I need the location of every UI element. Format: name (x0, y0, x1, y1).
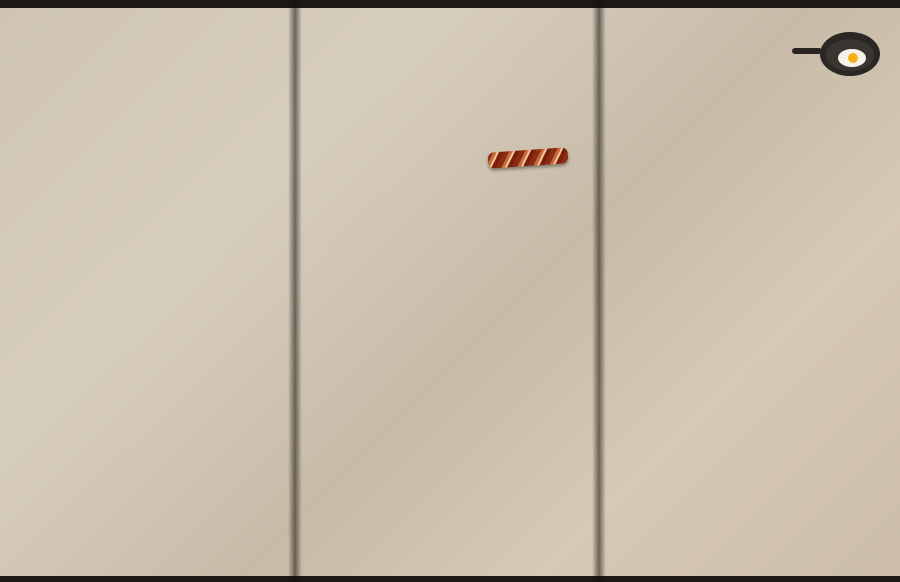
section-wraps (608, 87, 896, 107)
section-guacamole (6, 15, 282, 35)
torn-edge-bottom (0, 576, 900, 582)
frying-pan-egg-icon (790, 22, 882, 80)
column-middle (306, 14, 590, 568)
column-right (608, 14, 896, 568)
fold-divider-right (592, 0, 606, 582)
torn-edge-top (0, 0, 900, 8)
column-left (6, 14, 282, 568)
section-quesadillas (306, 15, 590, 35)
fold-divider-left (288, 0, 302, 582)
